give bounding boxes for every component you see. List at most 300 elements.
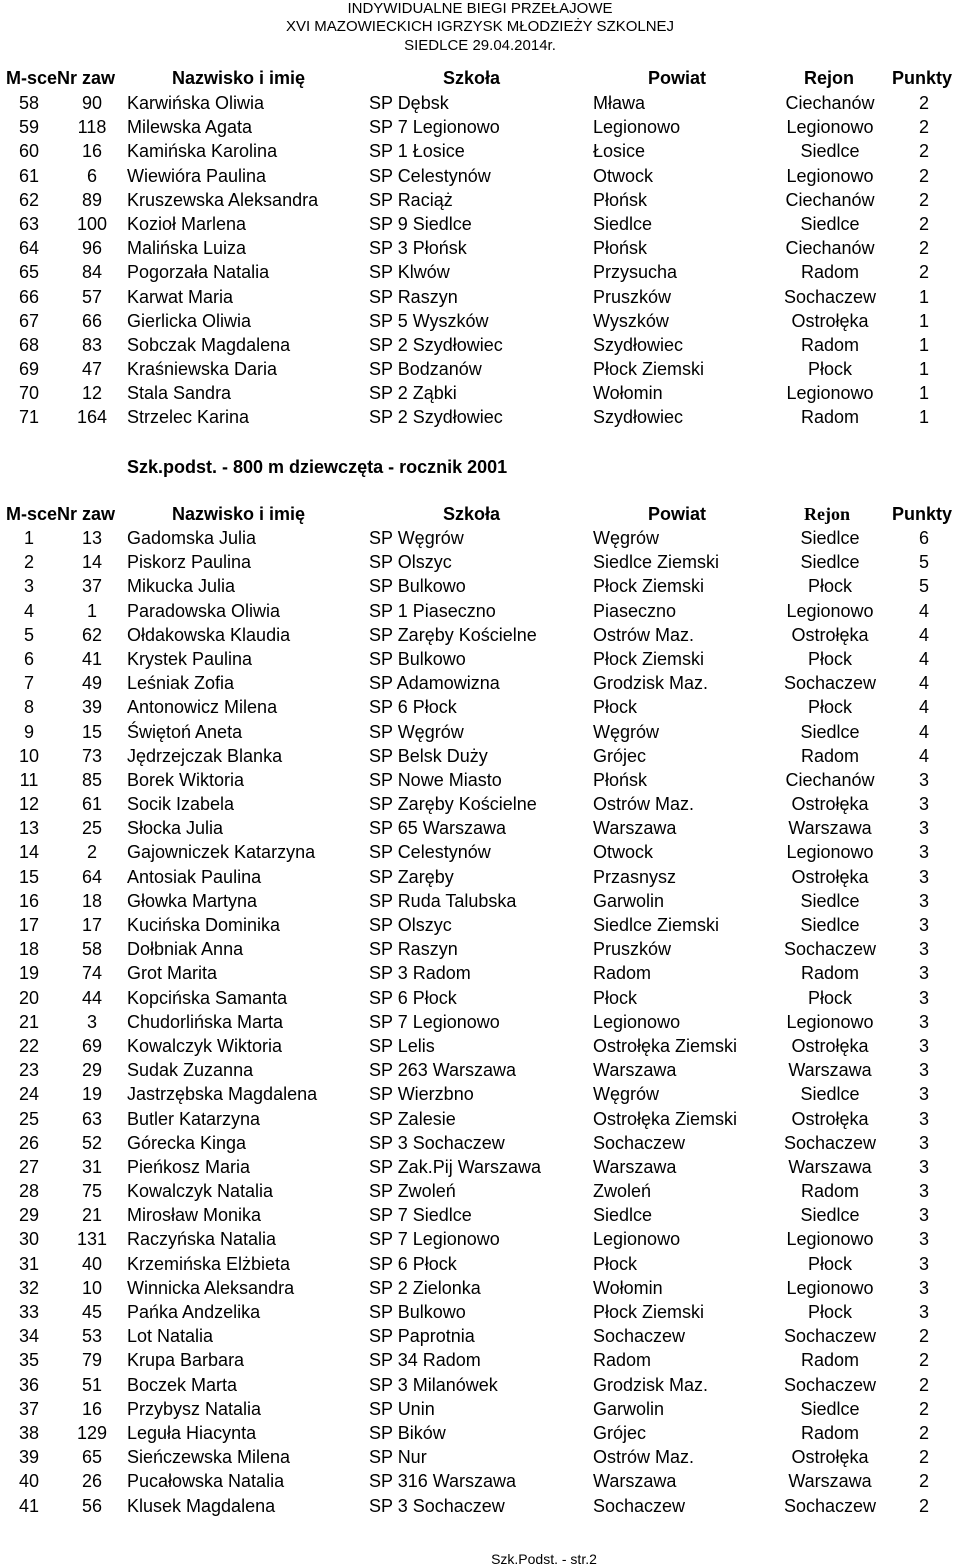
place-cell: 25	[18, 1108, 40, 1129]
points-cell: 1	[918, 359, 929, 380]
rejon-cell: Radom	[800, 262, 860, 283]
athlete-name-cell: Pucałowska Natalia	[127, 1471, 285, 1492]
school-cell: SP Węgrów	[369, 721, 464, 742]
powiat-cell: Warszawa	[593, 1471, 677, 1492]
place-cell: 23	[18, 1060, 40, 1081]
school-cell: SP Bulkowo	[369, 1302, 466, 1322]
school-cell: SP 2 Szydłowiec	[369, 407, 503, 428]
points-cell: 3	[918, 1205, 929, 1226]
powiat-cell: Płock	[593, 1253, 638, 1274]
table-row	[0, 357, 960, 381]
bib-number-cell: 21	[81, 1205, 103, 1226]
place-cell: 39	[18, 1447, 40, 1468]
powiat-cell: Płock Ziemski	[593, 1302, 705, 1322]
athlete-name-cell: Mikucka Julia	[127, 576, 236, 597]
event-date: SIEDLCE 29.04.2014r.	[404, 37, 556, 54]
school-cell: SP 6 Płock	[369, 697, 457, 718]
table-row	[0, 1324, 960, 1348]
table-row	[0, 1494, 960, 1518]
school-cell: SP 2 Zielonka	[369, 1277, 481, 1298]
table-row	[0, 961, 960, 985]
points-cell: 1	[918, 286, 929, 307]
place-cell: 29	[18, 1205, 40, 1226]
athlete-name-cell: Jędrzejczak Blanka	[127, 745, 283, 766]
school-cell: SP Olszyc	[369, 915, 452, 935]
place-cell: 28	[18, 1181, 40, 1202]
place-cell: 2	[23, 552, 34, 573]
rejon-cell: Ostrołęka	[791, 1035, 869, 1056]
bib-number-cell: 31	[81, 1156, 103, 1177]
powiat-cell: Otwock	[593, 165, 654, 186]
table-row	[0, 1155, 960, 1179]
rejon-cell: Siedlce	[800, 1084, 860, 1105]
school-cell: SP Zaręby	[369, 866, 454, 887]
table-row	[0, 1131, 960, 1155]
place-cell: 69	[18, 359, 40, 380]
points-cell: 3	[918, 818, 929, 839]
points-cell: 3	[918, 1277, 929, 1298]
bib-number-cell: 51	[81, 1374, 103, 1395]
bib-number-cell: 14	[81, 552, 103, 573]
place-cell: 12	[18, 794, 40, 815]
school-cell: SP 6 Płock	[369, 987, 457, 1008]
bib-number-cell: 53	[81, 1326, 103, 1347]
table-row	[0, 1010, 960, 1034]
points-cell: 1	[918, 383, 929, 404]
points-cell: 3	[918, 987, 929, 1008]
powiat-cell: Sochaczew	[593, 1495, 686, 1516]
bib-number-cell: 57	[81, 286, 103, 307]
place-cell: 11	[19, 769, 39, 790]
school-cell: SP Raciąż	[369, 189, 453, 210]
powiat-cell: Garwolin	[593, 890, 665, 911]
rejon-cell: Legionowo	[786, 1011, 874, 1032]
table-row	[0, 1034, 960, 1058]
section-title: Szk.podst. - 800 m dziewczęta - rocznik 2001	[127, 457, 508, 477]
points-cell: 2	[918, 117, 929, 138]
powiat-cell: Płock Ziemski	[593, 648, 705, 669]
place-cell: 10	[18, 745, 40, 766]
points-cell: 2	[918, 1471, 929, 1492]
rejon-cell: Warszawa	[788, 1471, 872, 1492]
bib-number-cell: 131	[76, 1229, 108, 1250]
points-cell: 4	[918, 648, 929, 669]
points-cell: 2	[918, 1422, 929, 1443]
school-cell: SP Adamowizna	[369, 673, 500, 694]
rejon-cell: Siedlce	[800, 528, 860, 548]
powiat-cell: Radom	[593, 1350, 652, 1371]
table-row	[0, 1445, 960, 1469]
athlete-name-cell: Gadomska Julia	[127, 528, 257, 548]
powiat-cell: Łosice	[593, 141, 646, 162]
place-cell: 6	[23, 648, 34, 669]
school-cell: SP Bików	[369, 1422, 446, 1443]
bib-number-cell: 56	[81, 1495, 103, 1516]
col-points: Punkty	[892, 504, 953, 524]
rejon-cell: Ciechanów	[785, 238, 875, 259]
athlete-name-cell: Raczyńska Natalia	[127, 1229, 277, 1250]
athlete-name-cell: Kopcińska Samanta	[127, 987, 288, 1008]
bib-number-cell: 79	[81, 1350, 103, 1371]
powiat-cell: Legionowo	[593, 1011, 681, 1032]
powiat-cell: Piaseczno	[593, 600, 677, 621]
place-cell: 26	[18, 1132, 40, 1153]
event-title: INDYWIDUALNE BIEGI PRZEŁAJOWE	[347, 0, 613, 17]
table-row	[0, 260, 960, 284]
school-cell: SP Olszyc	[369, 552, 452, 573]
bib-number-cell: 49	[81, 673, 103, 694]
col-school: Szkoła	[443, 68, 501, 88]
col-rejon: Rejon	[804, 68, 855, 88]
powiat-cell: Wyszków	[593, 310, 669, 331]
school-cell: SP 7 Siedlce	[369, 1205, 472, 1226]
school-cell: SP 34 Radom	[369, 1350, 481, 1371]
place-cell: 8	[23, 697, 34, 718]
place-cell: 14	[18, 842, 40, 863]
athlete-name-cell: Winnicka Aleksandra	[127, 1277, 295, 1298]
athlete-name-cell: Socik Izabela	[127, 794, 235, 815]
results-table-1	[0, 91, 960, 430]
table-row	[0, 768, 960, 792]
powiat-cell: Ostrów Maz.	[593, 794, 695, 815]
place-cell: 64	[18, 238, 40, 259]
powiat-cell: Zwoleń	[593, 1181, 652, 1202]
bib-number-cell: 65	[81, 1447, 103, 1468]
athlete-name-cell: Grot Marita	[127, 963, 218, 984]
school-cell: SP 1 Łosice	[369, 141, 465, 162]
powiat-cell: Warszawa	[593, 818, 677, 839]
col-msc-nr: M-sceNr zaw	[6, 504, 116, 524]
rejon-cell: Radom	[800, 1422, 860, 1443]
powiat-cell: Wołomin	[593, 383, 663, 404]
bib-number-cell: 10	[81, 1277, 103, 1298]
bib-number-cell: 44	[81, 987, 103, 1008]
school-cell: SP 5 Wyszków	[369, 310, 489, 331]
bib-number-cell: 64	[81, 866, 103, 887]
school-cell: SP 2 Ząbki	[369, 383, 457, 404]
table-row	[0, 1179, 960, 1203]
table-row	[0, 720, 960, 744]
rejon-cell: Siedlce	[800, 1205, 860, 1226]
powiat-cell: Ostrów Maz.	[593, 624, 695, 645]
rejon-cell: Legionowo	[786, 1229, 874, 1250]
place-cell: 31	[18, 1253, 40, 1274]
powiat-cell: Przasnysz	[593, 866, 677, 887]
points-cell: 5	[918, 576, 929, 597]
rejon-cell: Sochaczew	[783, 1326, 877, 1347]
school-cell: SP Wierzbno	[369, 1084, 474, 1105]
place-cell: 70	[18, 383, 40, 404]
powiat-cell: Warszawa	[593, 1060, 677, 1081]
powiat-cell: Warszawa	[593, 1156, 677, 1177]
place-cell: 33	[18, 1302, 40, 1322]
powiat-cell: Przysucha	[593, 262, 678, 283]
rejon-cell: Siedlce	[800, 213, 860, 234]
powiat-cell: Siedlce	[593, 1205, 653, 1226]
athlete-name-cell: Piskorz Paulina	[127, 552, 252, 573]
place-cell: 62	[18, 189, 40, 210]
athlete-name-cell: Paradowska Oliwia	[127, 600, 281, 621]
rejon-cell: Ostrołęka	[791, 624, 869, 645]
place-cell: 18	[18, 939, 40, 960]
rejon-cell: Legionowo	[786, 842, 874, 863]
bib-number-cell: 6	[86, 165, 97, 186]
place-cell: 13	[18, 818, 40, 839]
school-cell: SP Bulkowo	[369, 648, 466, 669]
bib-number-cell: 129	[76, 1422, 108, 1443]
points-cell: 2	[918, 141, 929, 162]
place-cell: 35	[18, 1350, 40, 1371]
table-row	[0, 91, 960, 115]
bib-number-cell: 63	[81, 1108, 103, 1129]
rejon-cell: Płock	[807, 1302, 852, 1322]
table-row	[0, 405, 960, 429]
powiat-cell: Ostrów Maz.	[593, 1447, 695, 1468]
points-cell: 3	[918, 1011, 929, 1032]
athlete-name-cell: Kruszewska Aleksandra	[127, 189, 319, 210]
points-cell: 3	[918, 842, 929, 863]
points-cell: 2	[918, 1326, 929, 1347]
powiat-cell: Legionowo	[593, 117, 681, 138]
rejon-cell: Sochaczew	[783, 286, 877, 307]
rejon-cell: Warszawa	[788, 1156, 872, 1177]
bib-number-cell: 12	[81, 383, 103, 404]
rejon-cell: Legionowo	[786, 165, 874, 186]
rejon-cell: Legionowo	[786, 383, 874, 404]
school-cell: SP 2 Szydłowiec	[369, 334, 503, 355]
rejon-cell: Sochaczew	[783, 1495, 877, 1516]
school-cell: SP 1 Piaseczno	[369, 600, 496, 621]
powiat-cell: Mława	[593, 93, 646, 113]
school-cell: SP Nowe Miasto	[369, 769, 502, 790]
table-row	[0, 1107, 960, 1131]
rejon-cell: Radom	[800, 334, 860, 355]
powiat-cell: Płońsk	[593, 238, 648, 259]
athlete-name-cell: Gajowniczek Katarzyna	[127, 842, 316, 863]
table-row	[0, 139, 960, 163]
bib-number-cell: 47	[81, 359, 103, 380]
powiat-cell: Węgrów	[593, 721, 660, 742]
bib-number-cell: 100	[76, 213, 108, 234]
rejon-cell: Siedlce	[800, 915, 860, 935]
col-points: Punkty	[892, 68, 953, 88]
points-cell: 2	[918, 1374, 929, 1395]
points-cell: 6	[918, 528, 929, 548]
place-cell: 27	[18, 1156, 40, 1177]
place-cell: 1	[23, 528, 34, 548]
points-cell: 5	[918, 552, 929, 573]
school-cell: SP Bulkowo	[369, 576, 466, 597]
athlete-name-cell: Wiewióra Paulina	[127, 165, 267, 186]
school-cell: SP Klwów	[369, 262, 450, 283]
powiat-cell: Płock	[593, 987, 638, 1008]
table-row	[0, 381, 960, 405]
athlete-name-cell: Kowalczyk Natalia	[127, 1181, 274, 1202]
place-cell: 60	[18, 141, 40, 162]
bib-number-cell: 90	[81, 93, 103, 113]
col-name: Nazwisko i imię	[172, 504, 306, 524]
rejon-cell: Siedlce	[800, 721, 860, 742]
powiat-cell: Płock Ziemski	[593, 576, 705, 597]
place-cell: 30	[18, 1229, 40, 1250]
points-cell: 4	[918, 721, 929, 742]
bib-number-cell: 62	[81, 624, 103, 645]
place-cell: 58	[18, 93, 40, 113]
table-row	[0, 937, 960, 961]
place-cell: 61	[18, 165, 40, 186]
school-cell: SP 65 Warszawa	[369, 818, 507, 839]
col-name: Nazwisko i imię	[172, 68, 306, 88]
school-cell: SP 6 Płock	[369, 1253, 457, 1274]
table-row	[0, 285, 960, 309]
powiat-cell: Wołomin	[593, 1277, 663, 1298]
table-row	[0, 212, 960, 236]
athlete-name-cell: Leguła Hiacynta	[127, 1422, 257, 1443]
powiat-cell: Grodzisk Maz.	[593, 1374, 709, 1395]
table-row	[0, 623, 960, 647]
rejon-cell: Ostrołęka	[791, 866, 869, 887]
col-msc-nr: M-sceNr zaw	[6, 68, 116, 88]
table-row	[0, 695, 960, 719]
school-cell: SP Celestynów	[369, 842, 491, 863]
athlete-name-cell: Pańka Andzelika	[127, 1302, 261, 1322]
place-cell: 68	[18, 334, 40, 355]
athlete-name-cell: Karwat Maria	[127, 286, 234, 307]
school-cell: SP Celestynów	[369, 165, 491, 186]
school-cell: SP Zak.Pij Warszawa	[369, 1156, 542, 1177]
points-cell: 3	[918, 915, 929, 935]
powiat-cell: Ostrołęka Ziemski	[593, 1035, 738, 1056]
rejon-cell: Ciechanów	[785, 769, 875, 790]
bib-number-cell: 89	[81, 189, 103, 210]
school-cell: SP Zalesie	[369, 1108, 456, 1129]
school-cell: SP Belsk Duży	[369, 745, 488, 766]
points-cell: 2	[918, 93, 929, 113]
place-cell: 4	[23, 600, 34, 621]
athlete-name-cell: Sieńczewska Milena	[127, 1447, 291, 1468]
place-cell: 16	[18, 890, 40, 911]
bib-number-cell: 52	[81, 1132, 103, 1153]
table-row	[0, 913, 960, 937]
school-cell: SP 7 Legionowo	[369, 1011, 500, 1032]
table-row	[0, 744, 960, 768]
athlete-name-cell: Kraśniewska Daria	[127, 359, 278, 380]
bib-number-cell: 26	[81, 1471, 103, 1492]
table-row	[0, 333, 960, 357]
rejon-cell: Siedlce	[800, 141, 860, 162]
school-cell: SP 3 Milanówek	[369, 1374, 498, 1395]
bib-number-cell: 37	[81, 576, 103, 597]
col-powiat: Powiat	[648, 504, 707, 524]
rejon-cell: Sochaczew	[783, 939, 877, 960]
points-cell: 4	[918, 624, 929, 645]
results-table-2	[0, 526, 960, 1518]
points-cell: 3	[918, 939, 929, 960]
points-cell: 3	[918, 1181, 929, 1202]
powiat-cell: Siedlce	[593, 213, 653, 234]
school-cell: SP Zaręby Kościelne	[369, 794, 537, 815]
powiat-cell: Szydłowiec	[593, 334, 684, 355]
rejon-cell: Ciechanów	[785, 189, 875, 210]
school-cell: SP 263 Warszawa	[369, 1060, 517, 1081]
athlete-name-cell: Boczek Marta	[127, 1374, 238, 1395]
place-cell: 59	[18, 117, 40, 138]
place-cell: 36	[18, 1374, 40, 1395]
bib-number-cell: 1	[86, 600, 97, 621]
rejon-cell: Radom	[800, 1181, 860, 1202]
table-row	[0, 1469, 960, 1493]
school-cell: SP 316 Warszawa	[369, 1471, 517, 1492]
table-row	[0, 1252, 960, 1276]
points-cell: 3	[918, 1156, 929, 1177]
athlete-name-cell: Gierlicka Oliwia	[127, 310, 252, 331]
bib-number-cell: 2	[86, 842, 97, 863]
col-powiat: Powiat	[648, 68, 707, 88]
athlete-name-cell: Kamińska Karolina	[127, 141, 278, 162]
place-cell: 19	[18, 963, 40, 984]
athlete-name-cell: Leśniak Zofia	[127, 673, 235, 694]
table-row	[0, 1227, 960, 1251]
table-row	[0, 792, 960, 816]
powiat-cell: Ostrołęka Ziemski	[593, 1108, 738, 1129]
athlete-name-cell: Słocka Julia	[127, 818, 224, 839]
bib-number-cell: 73	[81, 745, 103, 766]
place-cell: 7	[23, 673, 34, 694]
points-cell: 1	[918, 407, 929, 428]
powiat-cell: Płock Ziemski	[593, 359, 705, 380]
rejon-cell: Warszawa	[788, 1060, 872, 1081]
bib-number-cell: 61	[81, 794, 103, 815]
powiat-cell: Garwolin	[593, 1398, 665, 1419]
place-cell: 20	[18, 987, 40, 1008]
athlete-name-cell: Krzemińska Elżbieta	[127, 1253, 291, 1274]
points-cell: 3	[918, 1229, 929, 1250]
bib-number-cell: 74	[81, 963, 103, 984]
points-cell: 3	[918, 866, 929, 887]
rejon-cell: Warszawa	[788, 818, 872, 839]
rejon-cell: Płock	[807, 987, 852, 1008]
table-row	[0, 1082, 960, 1106]
school-cell: SP Węgrów	[369, 528, 464, 548]
bib-number-cell: 29	[81, 1060, 103, 1081]
athlete-name-cell: Malińska Luiza	[127, 238, 247, 259]
bib-number-cell: 66	[81, 310, 103, 331]
table-row	[0, 1348, 960, 1372]
bib-number-cell: 25	[81, 818, 103, 839]
place-cell: 65	[18, 262, 40, 283]
bib-number-cell: 164	[76, 407, 108, 428]
points-cell: 2	[918, 189, 929, 210]
bib-number-cell: 85	[81, 769, 103, 790]
bib-number-cell: 3	[86, 1011, 97, 1032]
points-cell: 1	[918, 310, 929, 331]
powiat-cell: Grójec	[593, 1422, 647, 1443]
table-row	[0, 1373, 960, 1397]
rejon-cell: Siedlce	[800, 1398, 860, 1419]
athlete-name-cell: Milewska Agata	[127, 117, 253, 138]
bib-number-cell: 15	[81, 721, 103, 742]
athlete-name-cell: Górecka Kinga	[127, 1132, 247, 1153]
school-cell: SP 3 Sochaczew	[369, 1495, 505, 1516]
powiat-cell: Siedlce Ziemski	[593, 552, 720, 573]
school-cell: SP Raszyn	[369, 286, 458, 307]
points-cell: 3	[918, 769, 929, 790]
school-cell: SP 3 Sochaczew	[369, 1132, 505, 1153]
col-school: Szkoła	[443, 504, 501, 524]
place-cell: 22	[18, 1035, 40, 1056]
rejon-cell: Płock	[807, 1253, 852, 1274]
powiat-cell: Grodzisk Maz.	[593, 673, 709, 694]
